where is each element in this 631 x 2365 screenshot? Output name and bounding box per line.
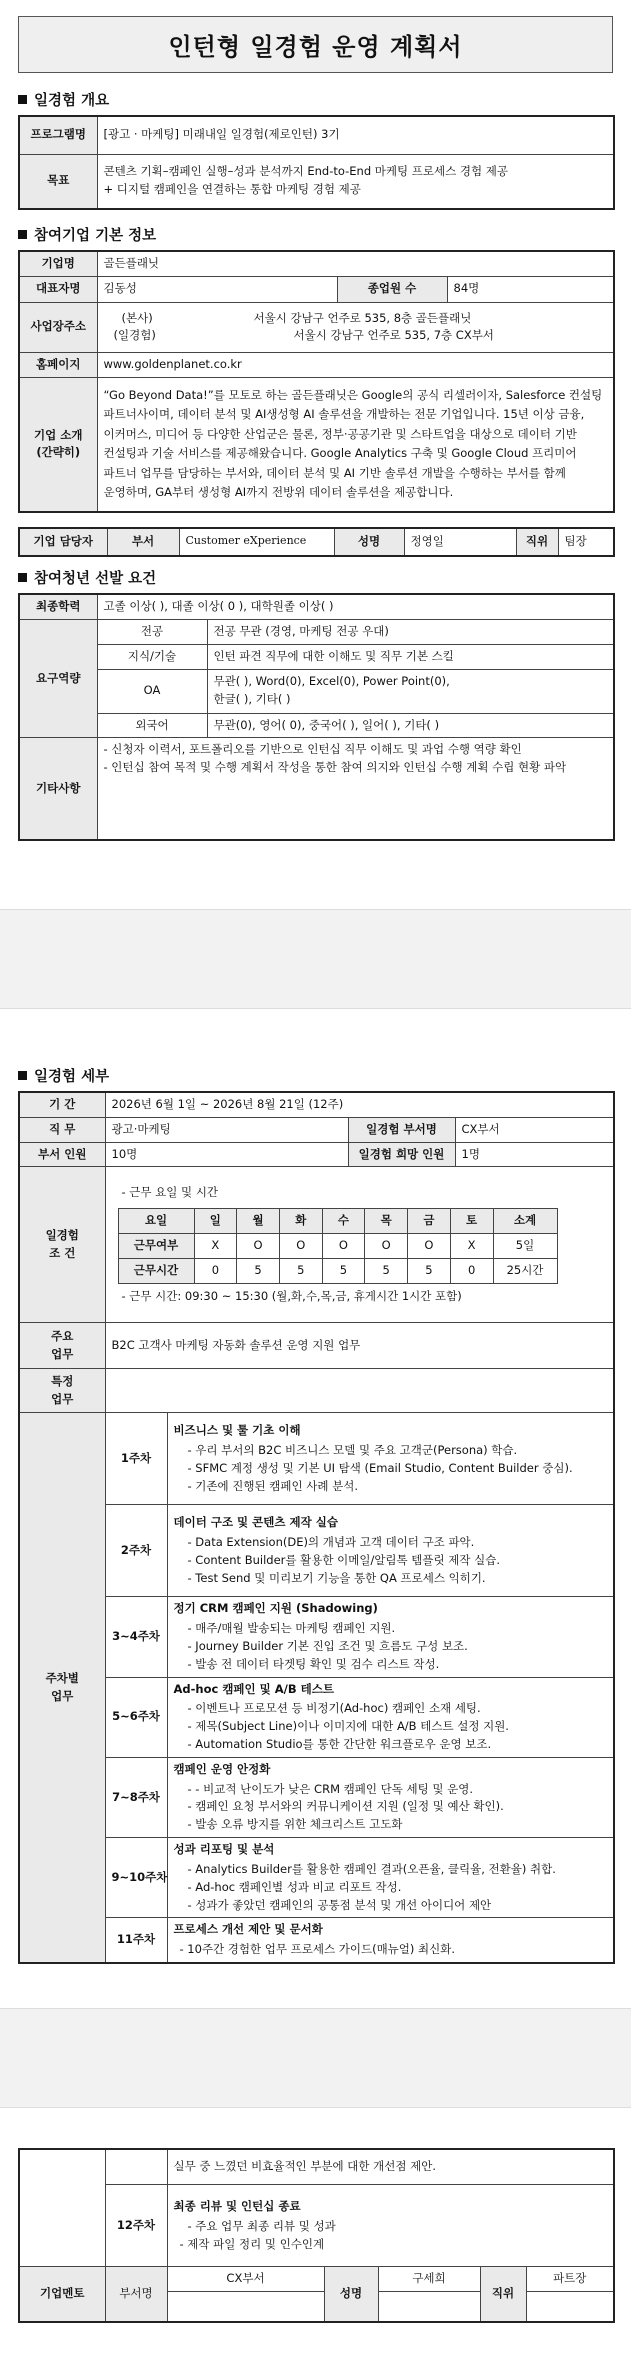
week-number: 3~4주차 — [105, 1597, 167, 1677]
overview-table — [18, 115, 615, 210]
week-item: - Data Extension(DE)의 개념과 고객 데이터 구조 파악. — [187, 1535, 475, 1549]
goal-line: 콘텐츠 기획–캠페인 실행–성과 분석까지 End-to-End 마케팅 프로세스 경험 제공 — [103, 164, 508, 179]
oa-line: 한글( ), 기타( ) — [213, 692, 291, 707]
week-row — [19, 1505, 614, 1597]
schedule-cell: 5 — [322, 1258, 365, 1283]
mentor-name-blank — [378, 2292, 480, 2322]
schedule-header: 월 — [237, 1209, 280, 1234]
program-value: [광고 · 마케팅] 미래내일 일경험(제로인턴) 3기 — [97, 116, 614, 154]
mentor-position-value: 파트장 — [526, 2267, 614, 2292]
wanted-label: 일경험 희망 인원 — [348, 1142, 455, 1167]
week-item: - 우리 부서의 B2C 비즈니스 모델 및 주요 고객군(Persona) 학습. — [187, 1443, 518, 1457]
education-label: 최종학력 — [19, 594, 97, 619]
week-number-continued — [105, 2149, 167, 2185]
week-number: 11주차 — [105, 1918, 167, 1963]
week-item: - Test Send 및 미리보기 기능을 통한 QA 프로세스 익히기. — [187, 1570, 486, 1585]
address-hq: 서울시 강남구 언주로 535, 8층 골든플래닛 — [253, 310, 472, 325]
week-content — [167, 1918, 614, 1963]
competency-label: 요구역량 — [19, 619, 97, 737]
week-item: - 발송 오류 방지를 위한 체크리스트 고도화 — [187, 1817, 403, 1832]
headcount-label: 부서 인원 — [19, 1142, 105, 1167]
contact-label: 기업 담당자 — [19, 528, 107, 556]
schedule-cell: X — [450, 1233, 493, 1258]
week-item: - Content Builder를 활용한 이메일/알림톡 템플릿 제작 실습. — [187, 1552, 501, 1567]
contact-name-value: 정영일 — [404, 528, 516, 556]
major-value: 전공 무관 (경영, 마케팅 전공 우대) — [207, 619, 614, 644]
detail-table-continued — [18, 2148, 615, 2323]
contact-name-label: 성명 — [334, 528, 404, 556]
schedule-header: 금 — [408, 1209, 451, 1234]
schedule-cell: O — [365, 1233, 408, 1258]
program-label: 프로그램명 — [19, 116, 97, 154]
week-item: - 매주/매월 발송되는 마케팅 캠페인 지원. — [187, 1621, 396, 1636]
week-number: 9~10주차 — [105, 1838, 167, 1918]
address-label: 사업장주소 — [19, 302, 97, 352]
weekly-label-line: 업무 — [51, 1688, 74, 1703]
main-task-value: B2C 고객사 마케팅 자동화 솔루션 운영 지원 업무 — [105, 1323, 614, 1369]
week11-continued: 실무 중 느꼈던 비효율적인 부분에 대한 개선점 제안. — [167, 2149, 614, 2185]
skill-value: 인턴 파견 직무에 대한 이해도 및 직무 기본 스킬 — [207, 644, 614, 669]
week-title: 비즈니스 및 툴 기초 이해 — [173, 1423, 301, 1438]
mentor-dept-blank — [167, 2292, 324, 2322]
week-content — [167, 1597, 614, 1677]
week-item: - Ad-hoc 캠페인별 성과 비교 리포트 작성. — [187, 1879, 402, 1894]
schedule-header: 토 — [450, 1209, 493, 1234]
etc-line: - 인턴십 참여 목적 및 수행 계획서 작성을 통한 참여 의지와 인턴십 수행 계획 수립 현황 파악 — [103, 760, 567, 775]
oa-value — [207, 669, 614, 713]
schedule-row-label: 근무여부 — [118, 1233, 194, 1258]
week-number: 1주차 — [105, 1413, 167, 1505]
company-name-label: 기업명 — [19, 251, 97, 276]
skill-label: 지식/기술 — [97, 644, 207, 669]
week-item: - Automation Studio를 통한 간단한 워크플로우 운영 보조. — [187, 1737, 492, 1751]
week-title: 정기 CRM 캠페인 지원 (Shadowing) — [173, 1601, 378, 1616]
week-row — [19, 1413, 614, 1505]
section-title: 참여청년 선발 요건 — [34, 571, 157, 588]
page-break — [0, 909, 631, 1009]
week-content — [167, 1838, 614, 1918]
week-item: - SFMC 계정 생성 및 기본 UI 탐색 (Email Studio, Content Builder 중심). — [187, 1460, 573, 1475]
mentor-position-label: 직위 — [480, 2267, 526, 2322]
week-item: - 주요 업무 최종 리뷰 및 성과 — [187, 2219, 336, 2234]
website-value[interactable]: www.goldenplanet.co.kr — [97, 352, 614, 377]
company-table — [18, 250, 615, 513]
company-name-value: 골든플래닛 — [97, 251, 614, 276]
intro-label-line: 기업 소개 — [34, 427, 83, 442]
section-title: 일경험 개요 — [34, 93, 110, 109]
week-number: 2주차 — [105, 1505, 167, 1597]
ceo-value: 김동성 — [97, 276, 337, 302]
square-bullet-icon — [18, 230, 27, 239]
website-label: 홈페이지 — [19, 352, 97, 377]
special-task-label — [19, 1369, 105, 1413]
week-row — [19, 1757, 614, 1837]
schedule-cell: 0 — [450, 1258, 493, 1283]
address-value — [97, 302, 614, 352]
oa-line: 무관( ), Word(0), Excel(0), Power Point(0), — [213, 674, 450, 689]
schedule-header: 소계 — [493, 1209, 557, 1234]
contact-table — [18, 527, 615, 557]
contact-position-value: 팀장 — [558, 528, 614, 556]
condition-value — [105, 1167, 614, 1323]
schedule-cell: 5일 — [493, 1233, 557, 1258]
week-title: 데이터 구조 및 콘텐츠 제작 실습 — [173, 1515, 338, 1530]
week-row — [19, 1918, 614, 1963]
special-task-value — [105, 1369, 614, 1413]
wanted-value: 1명 — [455, 1142, 614, 1167]
week-item: - 발송 전 데이터 타겟팅 확인 및 검수 리스트 작성. — [187, 1656, 440, 1671]
schedule-cell: O — [237, 1233, 280, 1258]
schedule-header: 화 — [279, 1209, 322, 1234]
address-work: 서울시 강남구 언주로 535, 7층 CX부서 — [293, 328, 494, 343]
special-task-label-line: 특정 — [51, 1374, 74, 1388]
weekly-label-line: 주차별 — [45, 1670, 79, 1685]
major-label: 전공 — [97, 619, 207, 644]
section-detail — [0, 1057, 631, 1091]
main-task-label-line: 주요 — [51, 1329, 74, 1343]
requirements-table — [18, 593, 615, 841]
mentor-label: 기업멘토 — [19, 2267, 105, 2322]
schedule-cell: O — [279, 1233, 322, 1258]
week-content — [167, 1757, 614, 1837]
mentor-dept-value: CX부서 — [167, 2267, 324, 2292]
mentor-position-blank — [526, 2292, 614, 2322]
detail-table — [18, 1091, 615, 1964]
etc-value — [97, 738, 614, 840]
week-number: 5~6주차 — [105, 1677, 167, 1757]
address-work-tag: (일경험) — [113, 328, 156, 343]
week-item: - Analytics Builder를 활용한 캠페인 결과(오픈율, 클릭율, 전환율) 취합. — [187, 1861, 556, 1876]
section-requirements — [0, 557, 631, 593]
week-number: 7~8주차 — [105, 1757, 167, 1837]
etc-label: 기타사항 — [19, 738, 97, 840]
contact-dept-label: 부서 — [107, 528, 179, 556]
contact-position-label: 직위 — [516, 528, 558, 556]
schedule-cell: 5 — [279, 1258, 322, 1283]
dept-value: CX부서 — [455, 1117, 614, 1142]
period-value: 2026년 6월 1일 ~ 2026년 8월 21일 (12주) — [105, 1092, 614, 1117]
square-bullet-icon — [18, 573, 27, 582]
ceo-label: 대표자명 — [19, 276, 97, 302]
section-title: 참여기업 기본 정보 — [34, 228, 157, 244]
schedule-header: 수 — [322, 1209, 365, 1234]
week-item: - - 비교적 난이도가 낮은 CRM 캠페인 단독 세팅 및 운영. — [187, 1781, 474, 1796]
week-title: 최종 리뷰 및 인턴십 종료 — [173, 2199, 301, 2214]
employees-value: 84명 — [447, 276, 614, 302]
language-label: 외국어 — [97, 713, 207, 738]
week-title: 캠페인 운영 안정화 — [173, 1761, 271, 1776]
condition-label-line: 일경험 — [45, 1228, 79, 1242]
schedule-cell: O — [322, 1233, 365, 1258]
schedule-header-row — [118, 1209, 557, 1234]
employees-label: 종업원 수 — [337, 276, 447, 302]
week-number: 12주차 — [105, 2185, 167, 2267]
page-break — [0, 2008, 631, 2108]
schedule-cell: 0 — [194, 1258, 237, 1283]
schedule-cell: X — [194, 1233, 237, 1258]
document-title: 인턴형 일경험 운영 계획서 — [18, 16, 613, 73]
goal-value — [97, 154, 614, 209]
period-label: 기 간 — [19, 1092, 105, 1117]
condition-label-line: 조 건 — [49, 1245, 76, 1260]
intro-label — [19, 377, 97, 512]
schedule-header: 일 — [194, 1209, 237, 1234]
week-content — [167, 1677, 614, 1757]
intro-label-line: (간략히) — [36, 445, 81, 460]
schedule-cell: 5 — [408, 1258, 451, 1283]
goal-line: + 디지털 캠페인을 연결하는 통합 마케팅 경험 제공 — [103, 182, 361, 197]
intro-value: “Go Beyond Data!”를 모토로 하는 골든플래닛은 Google의 공식 리셀러이자, Salesforce 컨설팅 파트너사이며, 데이터 분석 및 AI생성형 AI 솔루션을 개발하는 전문 기업입니다. 15년 이상 금융, 이커머스, 미디어 등 다양한 산업군은 물론, 정부·공공기관 및 스타트업을 대상으로 데이터 기반 컨설팅과 기술 서비스를 제공해왔습니다. Google Analytics 구축 및 Google Cloud 프리미어 파트너 업무를 담당하는 부서와, 데이터 분석 및 AI 기반 솔루션 개발을 수행하는 부서를 함께 운영하며, GA부터 생성형 AI까지 전방위 데이터 솔루션을 제공합니다. — [97, 377, 614, 512]
section-company — [0, 210, 631, 250]
job-value: 광고·마케팅 — [105, 1117, 348, 1142]
condition-intro: - 근무 요일 및 시간 — [121, 1185, 219, 1200]
week-item: - 제작 파일 정리 및 인수인계 — [179, 2236, 325, 2251]
mentor-name-value: 구세희 — [378, 2267, 480, 2292]
schedule-row-label: 근무시간 — [118, 1258, 194, 1283]
weekly-label-continued — [19, 2149, 105, 2267]
week-row — [19, 1838, 614, 1918]
schedule-cell: O — [408, 1233, 451, 1258]
week-title: 프로세스 개선 제안 및 문서화 — [173, 1922, 323, 1937]
condition-note: - 근무 시간: 09:30 ~ 15:30 (월,화,수,목,금, 휴게시간 1시간 포함) — [121, 1288, 462, 1303]
oa-label: OA — [97, 669, 207, 713]
weekly-label — [19, 1413, 105, 1963]
week-content — [167, 1413, 614, 1505]
week-item: - 이벤트나 프로모션 등 비정기(Ad-hoc) 캠페인 소재 세팅. — [187, 1701, 481, 1716]
schedule-cell: 5 — [365, 1258, 408, 1283]
week-item: - 제목(Subject Line)이나 이미지에 대한 A/B 테스트 설정 지원. — [187, 1719, 509, 1734]
dept-label: 일경험 부서명 — [348, 1117, 455, 1142]
special-task-label-line: 업무 — [51, 1391, 74, 1406]
week-item: - Journey Builder 기본 진입 조건 및 흐름도 구성 보조. — [187, 1638, 468, 1653]
schedule-row-days — [118, 1233, 557, 1258]
address-hq-tag: (본사) — [121, 310, 153, 325]
main-task-label — [19, 1323, 105, 1369]
section-title: 일경험 세부 — [34, 1068, 110, 1085]
schedule-header: 목 — [365, 1209, 408, 1234]
schedule-row-hours — [118, 1258, 557, 1283]
job-label: 직 무 — [19, 1117, 105, 1142]
etc-line: - 신청자 이력서, 포트폴리오를 기반으로 인턴십 직무 이해도 및 과업 수행 역량 확인 — [103, 742, 522, 757]
schedule-header: 요일 — [118, 1209, 194, 1234]
week-content — [167, 2185, 614, 2267]
schedule-cell: 5 — [237, 1258, 280, 1283]
week-item: - 기존에 진행된 캠페인 사례 분석. — [187, 1478, 358, 1493]
headcount-value: 10명 — [105, 1142, 348, 1167]
week-item: - 캠페인 요청 부서와의 커뮤니케이션 지원 (일정 및 예산 확인). — [187, 1799, 504, 1814]
main-task-label-line: 업무 — [51, 1346, 74, 1361]
schedule-table — [118, 1208, 558, 1283]
week-row — [19, 1597, 614, 1677]
mentor-name-label: 성명 — [324, 2267, 378, 2322]
goal-label: 목표 — [19, 154, 97, 209]
square-bullet-icon — [18, 95, 27, 104]
week-content — [167, 1505, 614, 1597]
mentor-dept-label: 부서명 — [105, 2267, 167, 2322]
square-bullet-icon — [18, 1071, 27, 1080]
contact-dept-value: Customer eXperience — [179, 528, 334, 556]
week-title: Ad-hoc 캠페인 및 A/B 테스트 — [173, 1681, 334, 1696]
week-item: - 10주간 경험한 업무 프로세스 가이드(매뉴얼) 최신화. — [179, 1942, 456, 1957]
section-overview — [0, 81, 631, 115]
week-title: 성과 리포팅 및 분석 — [173, 1842, 275, 1857]
condition-label — [19, 1167, 105, 1323]
education-value: 고졸 이상( ), 대졸 이상( 0 ), 대학원졸 이상( ) — [97, 594, 614, 619]
week-row — [19, 1677, 614, 1757]
language-value: 무관(0), 영어( 0), 중국어( ), 일어( ), 기타( ) — [207, 713, 614, 738]
week-item: - 성과가 좋았던 캠페인의 공통점 분석 및 개선 아이디어 제안 — [187, 1897, 492, 1912]
schedule-cell: 25시간 — [493, 1258, 557, 1283]
